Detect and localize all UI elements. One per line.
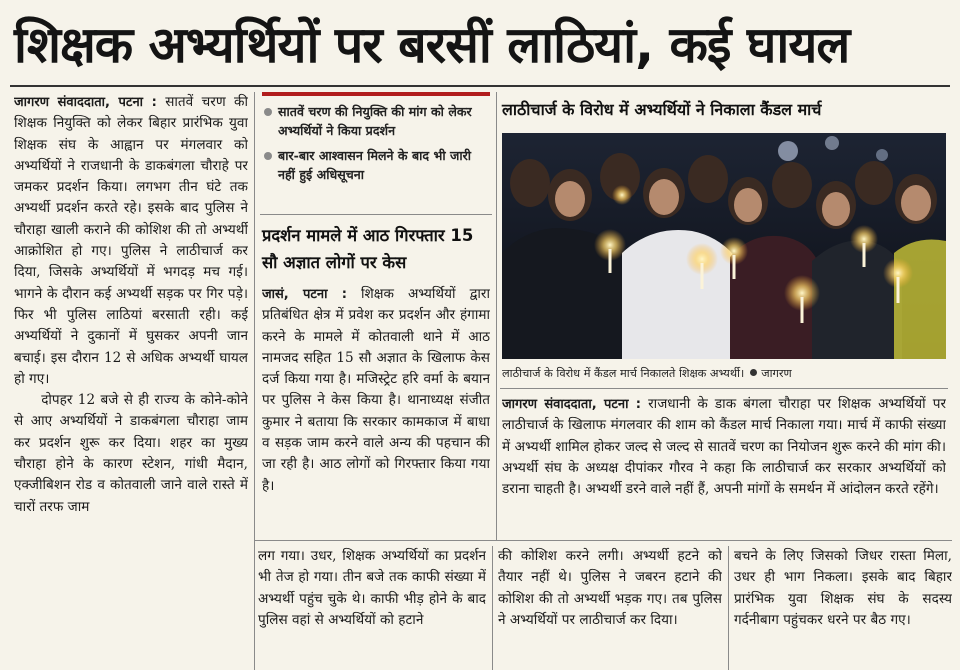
photo-caption-text: लाठीचार्ज के विरोध में कैंडल मार्च निकालते शिक्षक अभ्यर्थी। [502,367,745,380]
main-story-para-2: दोपहर 12 बजे से ही राज्य के कोने-कोने से आए अभ्यर्थियों ने डाकबंगला चौराहा जाम कर प्रदर्शन शुरू कर दिया। शहर का मुख्य चौराहा होने के कारण स्टेशन, गांधी मैदान, एक्जीबिशन रोड व कोतवाली जाने वाले रास्ते में चारों तरफ जाम [14,392,248,515]
photo-credit: जागरण [761,367,792,380]
main-story-dateline: जागरण संवाददाता, पटना : [14,95,157,110]
main-story-para-1-text: सातवें चरण की शिक्षक नियुक्ति को लेकर बिहार प्रारंभिक युवा शिक्षक संघ के आह्वान पर मंगलवार को अभ्यर्थियों ने राजधानी के डाकबंगला चौराहे पर जमकर प्रदर्शन किया। लगभग तीन घंटे तक अभ्यर्थी प्रदर्शन करते रहे। इसके बाद पुलिस ने चौराहा खाली कराने की कोशिश की तो अभ्यर्थी आक्रोशित हो गए। पुलिस ने लाठीचार्ज कर दिया, जिसके अभ्यर्थियों में भगदड़ मच गई। भागने के दौरान कई अभ्यर्थी सड़क पर गिर पड़े। फिर भी पुलिस लाठियां बरसाती रही। कई अभ्यर्थियों ने दुकानों में घुसकर अपनी जान बचाई। इस दौरान 12 से अधिक अभ्यर्थी घायल हो गए। [14,94,248,387]
photo-story-text: राजधानी के डाक बंगला चौराहा पर शिक्षक अभ्यर्थियों पर लाठीचार्ज के खिलाफ मंगलवार की शाम को कैंडल मार्च निकाला गया। मार्च में काफी संख्या में अभ्यर्थी शामिल होकर जल्द से जल्द से सातवें चरण का नियोजन शुरू करने की मांग की। अभ्यर्थी संघ के अध्यक्ष दीपांकर गौरव ने कहा कि लाठीचार्ज कर सरकार अभ्यर्थियों को डराना चाहती है। अभ्यर्थी डरने वाले नहीं हैं, अपनी मांगों के समर्थन में आंदोलन करते रहेंगे। [502,396,946,498]
photo-story-dateline: जागरण संवाददाता, पटना : [502,397,641,412]
side-story-dateline: जासं, पटना : [262,287,347,302]
caption-rule [500,388,948,389]
side-story-text: शिक्षक अभ्यर्थियों द्वारा प्रतिबंधित क्षेत्र में प्रवेश कर प्रदर्शन और हंगामा करने के मामले में कोतवाली थाने में आठ नामजद सहित 15 सौ अज्ञात के खिलाफ केस दर्ज किया गया है। मजिस्ट्रेट हरि वर्मा के बयान पर पुलिस ने केस किया है। थानाध्यक्ष संजीत कुमार ने बताया कि सरकार कामकाज में बाधा व सड़क जाम करने वाले अन्य की पहचान की जा रही है। आठ लोगों को गिरफ्तार किया गया है। [262,286,490,494]
credit-dot-icon [750,369,757,376]
photo-story-headline: लाठीचार्ज के विरोध में अभ्यर्थियों ने निकाला कैंडल मार्च [502,100,822,119]
main-story-para-1 [14,92,248,390]
column-divider-2 [496,92,497,540]
highlight-item [262,146,490,184]
side-story-body [262,284,490,534]
bottom-section-rule [254,540,952,541]
main-story-column [14,92,248,667]
bullet-dot-icon [264,108,272,116]
column-divider-4 [728,546,729,670]
highlight-item [262,102,490,140]
photo-story-body [502,394,946,534]
main-story-continuation-1: लग गया। उधर, शिक्षक अभ्यर्थियों का प्रदर्शन भी तेज हो गया। तीन बजे तक काफी संख्या में अभ्यर्थी पहुंच चुके थे। काफी भीड़ होने के बाद पुलिस वहां से अभ्यर्थियों को हटाने [258,548,486,628]
highlight-text: सातवें चरण की नियुक्ति की मांग को लेकर अभ्यर्थियों ने किया प्रदर्शन [278,104,472,138]
column-divider-1 [254,92,255,670]
side-story-top-rule [260,214,492,215]
highlights-box [262,92,490,210]
side-story-headline: प्रदर्शन मामले में आठ गिरफ्तार 15 सौ अज्ञात लोगों पर केस [262,226,474,272]
bullet-dot-icon [264,152,272,160]
photo-caption [502,364,946,384]
column-divider-3 [492,546,493,670]
main-story-continuation-3: बचने के लिए जिसको जिधर रास्ता मिला, उधर ही भाग निकला। इसके बाद बिहार प्रारंभिक युवा शिक्षक संघ के सदस्य गर्दनीबाग पहुंचकर धरने पर बैठ गए। [734,548,952,628]
main-story-continuation-2: की कोशिश करने लगी। अभ्यर्थी हटने को तैयार नहीं थे। पुलिस ने जबरन हटाने की कोशिश की तो अभ्यर्थी भड़क गए। तब पुलिस ने अभ्यर्थियों पर लाठीचार्ज कर दिया। [498,548,722,628]
candle-march-photo [502,133,946,359]
highlight-text: बार-बार आश्वासन मिलने के बाद भी जारी नहीं हुई अधिसूचना [278,148,471,182]
headline-rule [10,85,950,87]
main-headline: शिक्षक अभ्यर्थियों पर बरसीं लाठियां, कई घायल [14,16,850,74]
